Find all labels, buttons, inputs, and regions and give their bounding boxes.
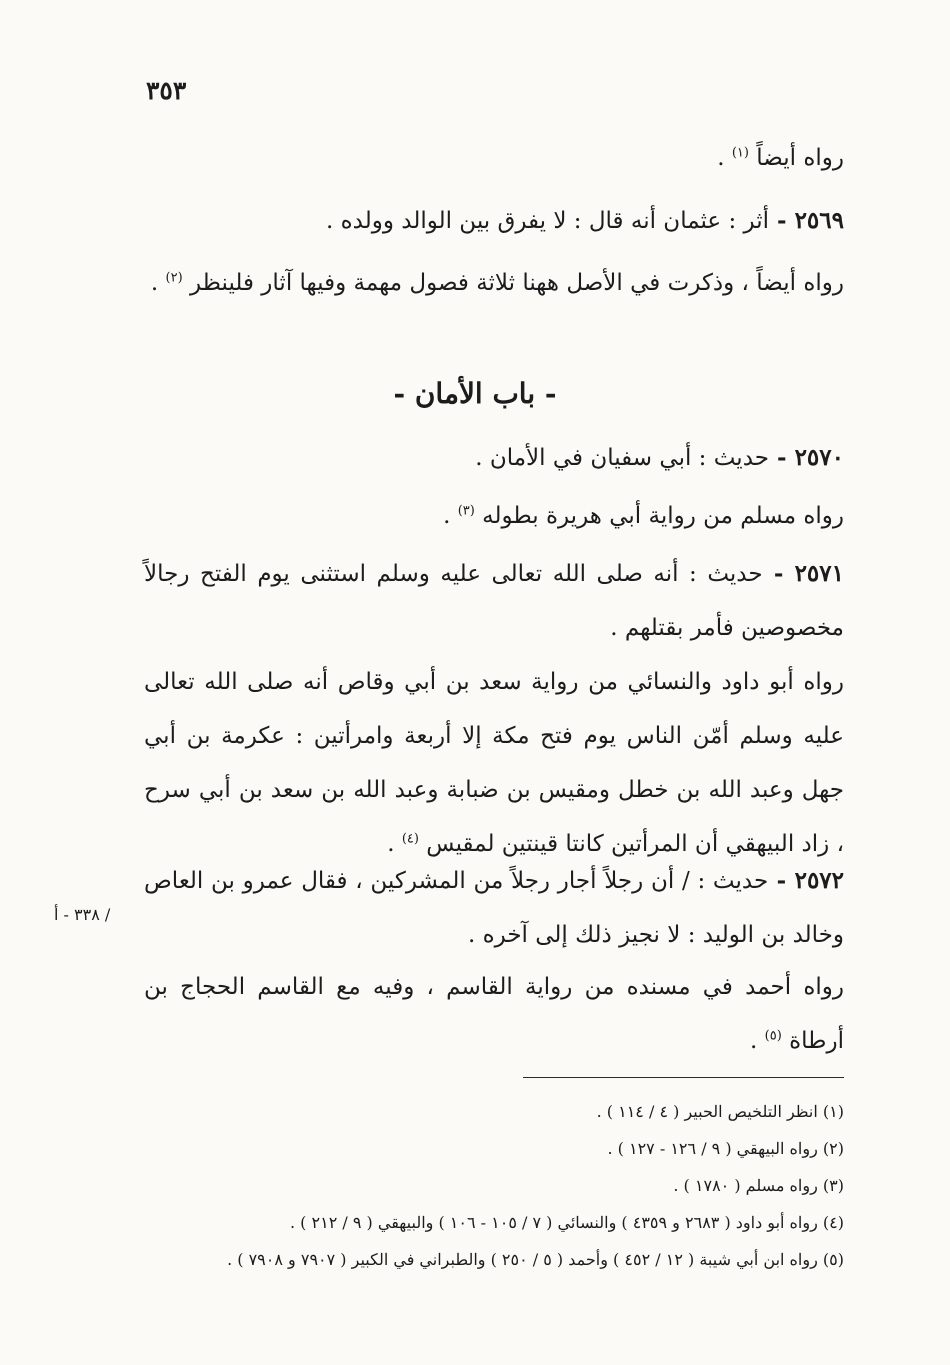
paragraph-text: حديث : أبي سفيان في الأمان . xyxy=(475,445,770,471)
paragraph-hadith-2571 xyxy=(144,547,844,655)
paragraph-narration xyxy=(144,489,844,543)
paragraph-tail: . xyxy=(443,503,458,529)
paragraph-text: حديث : / أن رجلاً أجار رجلاً من المشركين ، فقال عمرو بن العاص وخالد بن الوليد : لا نجيز ذلك إلى آخره . xyxy=(144,868,844,948)
paragraph-hadith-2569 xyxy=(144,194,844,248)
footnote: (٤) رواه أبو داود ( ٢٦٨٣ و ٤٣٥٩ ) والنسائي ( ٧ / ١٠٥ - ١٠٦ ) والبيهقي ( ٩ / ٢١٢ ) . xyxy=(290,1213,844,1232)
footnote-ref: (١) xyxy=(731,145,749,161)
paragraph-text: أثر : عثمان أنه قال : لا يفرق بين الوالد وولده . xyxy=(325,208,770,234)
hadith-number: ٢٥٧٠ - xyxy=(769,444,844,471)
paragraph-tail: . xyxy=(750,1028,765,1054)
paragraph-tail: . xyxy=(717,145,732,171)
paragraph-text: رواه أيضاً ، وذكرت في الأصل ههنا ثلاثة فصول مهمة وفيها آثار فلينظر xyxy=(189,270,844,296)
paragraph-narration xyxy=(144,960,844,1068)
paragraph-text: رواه مسلم من رواية أبي هريرة بطوله xyxy=(482,503,844,529)
paragraph-text: حديث : أنه صلى الله تعالى عليه وسلم استثنى يوم الفتح رجالاً مخصوصين فأمر بقتلهم . xyxy=(144,561,844,641)
hadith-number: ٢٥٧١ - xyxy=(762,560,844,587)
paragraph-text: رواه أحمد في مسنده من رواية القاسم ، وفيه مع القاسم الحجاج بن أرطاة xyxy=(144,974,844,1054)
footnote: (١) انظر التلخيص الحبير ( ٤ / ١١٤ ) . xyxy=(596,1102,844,1121)
paragraph-hadith-2572 xyxy=(144,854,844,962)
paragraph-narration xyxy=(144,131,844,185)
footnote: (٥) رواه ابن أبي شيبة ( ١٢ / ٤٥٢ ) وأحمد ( ٥ / ٢٥٠ ) والطبراني في الكبير ( ٧٩٠٧ و ٧٩٠٨ ) . xyxy=(227,1250,844,1269)
paragraph-text: رواه أيضاً xyxy=(756,145,844,171)
footnote-ref: (٥) xyxy=(764,1028,782,1044)
margin-note: / ٣٣٨ - أ xyxy=(54,905,111,924)
footnote-ref: (٤) xyxy=(401,831,419,847)
page-number: ٣٥٣ xyxy=(146,76,187,105)
paragraph-text: رواه أبو داود والنسائي من رواية سعد بن أبي وقاص أنه صلى الله تعالى عليه وسلم أمّن الناس يوم فتح مكة إلا أربعة وامرأتين : عكرمة بن أبي جهل وعبد الله بن خطل ومقيس بن ضبابة وعبد الله بن سعد بن أبي سرح ، زاد البيهقي أن المرأتين كانتا قينتين لمقيس xyxy=(144,669,844,857)
paragraph-tail: . xyxy=(387,831,402,857)
hadith-number: ٢٥٧٢ - xyxy=(768,867,845,894)
footnote-divider xyxy=(523,1077,844,1078)
paragraph-narration xyxy=(144,256,844,310)
footnote-ref: (٢) xyxy=(165,270,183,286)
section-title: - باب الأمان - xyxy=(393,377,557,410)
footnote-ref: (٣) xyxy=(457,503,475,519)
footnote: (٣) رواه مسلم ( ١٧٨٠ ) . xyxy=(673,1176,844,1195)
paragraph-narration xyxy=(144,655,844,871)
footnote: (٢) رواه البيهقي ( ٩ / ١٢٦ - ١٢٧ ) . xyxy=(607,1139,844,1158)
paragraph-hadith-2570 xyxy=(144,431,844,485)
paragraph-tail: . xyxy=(150,270,166,296)
footnotes xyxy=(124,1093,844,1278)
hadith-number: ٢٥٦٩ - xyxy=(769,207,844,234)
